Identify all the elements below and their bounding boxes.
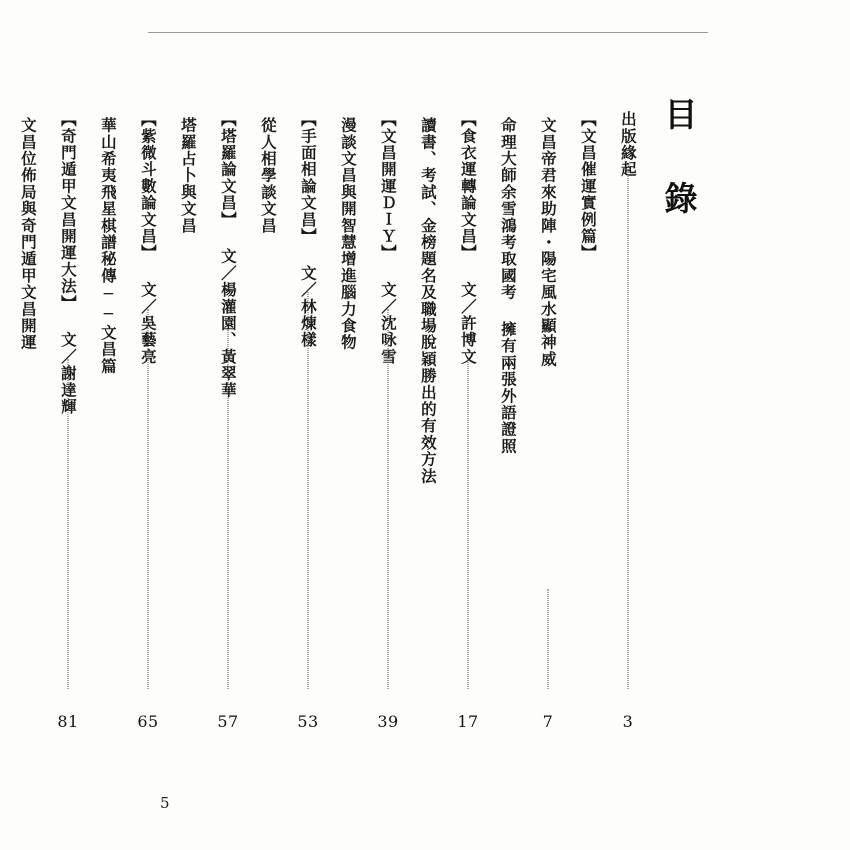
page-title bbox=[648, 95, 710, 735]
toc-entry[interactable] bbox=[408, 95, 448, 735]
toc-entry[interactable] bbox=[448, 95, 488, 735]
leader-dots bbox=[388, 309, 389, 689]
toc-entry[interactable] bbox=[88, 95, 128, 735]
toc-entry-text: 【食衣運轉論文昌】 文／許博文 bbox=[458, 111, 478, 365]
folio-number: 5 bbox=[160, 794, 170, 812]
toc-entry-text: 【文昌催運實例篇】 bbox=[578, 111, 598, 262]
toc-entry[interactable] bbox=[48, 95, 88, 735]
leader-dots bbox=[228, 329, 229, 689]
toc-entry[interactable] bbox=[488, 95, 528, 735]
toc-entry[interactable] bbox=[328, 95, 368, 735]
toc-entry-page: 17 bbox=[457, 712, 479, 731]
page-title-text: 目 錄 bbox=[659, 97, 699, 223]
toc-entry-text: 命理大師余雪鴻考取國考 擁有兩張外語證照 bbox=[498, 117, 518, 455]
toc-entry-text: 文昌位佈局與奇門遁甲文昌開運 bbox=[18, 117, 38, 351]
toc-entry-text: 文昌帝君來助陣・陽宅風水顯神威 bbox=[538, 117, 558, 368]
toc-entry[interactable] bbox=[208, 95, 248, 735]
toc-entry-text: 出版緣起 bbox=[618, 111, 638, 178]
leader-dots bbox=[308, 289, 309, 689]
toc-entry-page: 65 bbox=[137, 712, 159, 731]
toc-entry-text: 漫談文昌與開智慧增進腦力食物 bbox=[338, 117, 358, 351]
leader-dots bbox=[548, 589, 549, 689]
toc-entry-page: 3 bbox=[622, 712, 634, 731]
toc-entry-text: 華山希夷飛星棋譜秘傳──文昌篇 bbox=[98, 117, 118, 375]
toc-entry[interactable] bbox=[8, 95, 48, 735]
leader-dots bbox=[468, 359, 469, 689]
toc-entry-page: 57 bbox=[217, 712, 239, 731]
toc-entry-page: 81 bbox=[57, 712, 79, 731]
toc-entry-text: 讀書、考試、金榜題名及職場脫穎勝出的有效方法 bbox=[418, 117, 438, 485]
toc-entry[interactable] bbox=[128, 95, 168, 735]
leader-dots bbox=[148, 309, 149, 689]
toc-columns bbox=[18, 95, 710, 735]
toc-entry-page: 39 bbox=[377, 712, 399, 731]
toc-entry[interactable] bbox=[528, 95, 568, 735]
toc-entry-text: 【塔羅論文昌】 文／楊灌園、黃翠華 bbox=[218, 111, 238, 399]
toc-entry[interactable] bbox=[288, 95, 328, 735]
toc-entry[interactable] bbox=[608, 95, 648, 735]
leader-dots bbox=[628, 169, 629, 689]
toc-entry-page: 53 bbox=[297, 712, 319, 731]
header-rule bbox=[148, 32, 708, 33]
toc-entry-text: 【奇門遁甲文昌開運大法】 文／謝達輝 bbox=[58, 111, 78, 416]
toc-entry-text: 【文昌開運ＤＩＹ】 文／沈咏雪 bbox=[378, 111, 398, 365]
toc-entry-text: 從人相學談文昌 bbox=[258, 117, 278, 234]
toc-entry-text: 【手面相論文昌】 文／林煉樣 bbox=[298, 111, 318, 349]
toc-entry[interactable] bbox=[248, 95, 288, 735]
leader-dots bbox=[68, 359, 69, 689]
toc-entry[interactable] bbox=[568, 95, 608, 735]
toc-entry-text: 【紫微斗數論文昌】 文／吳藝亮 bbox=[138, 111, 158, 365]
toc-entry-text: 塔羅占卜與文昌 bbox=[178, 117, 198, 234]
toc-entry[interactable] bbox=[368, 95, 408, 735]
toc-entry[interactable] bbox=[168, 95, 208, 735]
toc-entry-page: 7 bbox=[542, 712, 554, 731]
